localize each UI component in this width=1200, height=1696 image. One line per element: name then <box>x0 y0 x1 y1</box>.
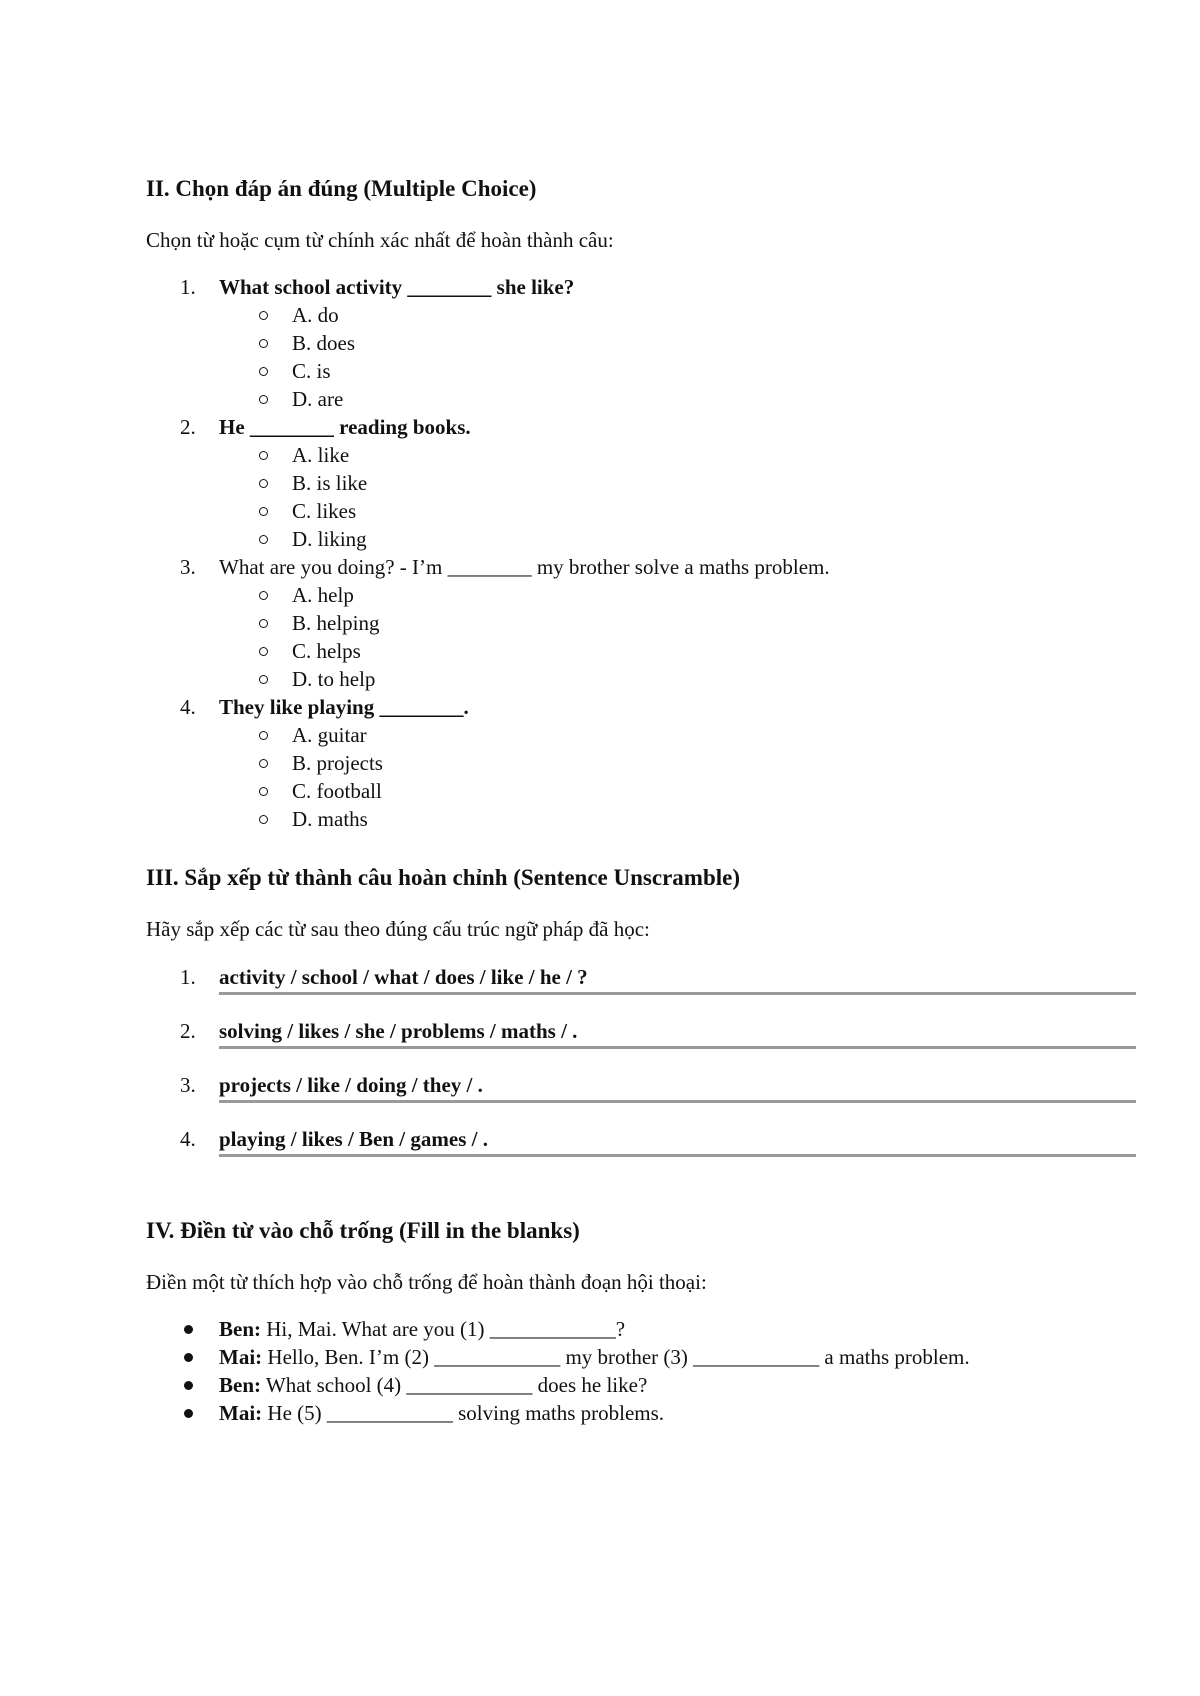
unscramble-item <box>146 1016 1136 1070</box>
question-3 <box>146 553 1136 693</box>
option[interactable] <box>219 665 1136 693</box>
circle-bullet-icon <box>259 619 268 628</box>
circle-bullet-icon <box>259 507 268 516</box>
option-label: A. help <box>292 583 354 607</box>
bullet-dot-icon <box>184 1325 193 1334</box>
speaker-name: Mai: <box>219 1401 263 1425</box>
multiple-choice-list <box>146 273 1136 833</box>
option[interactable] <box>219 301 1136 329</box>
question-number: 3. <box>180 555 196 579</box>
dialogue-line <box>146 1371 989 1399</box>
unscramble-prompt: activity / school / what / does / like / he / ? <box>219 962 1136 995</box>
document-content <box>146 172 1136 1427</box>
dialogue-text: Hello, Ben. I’m (2) ____________ my brother (3) ____________ a maths problem. <box>262 1345 970 1369</box>
option[interactable] <box>219 525 1136 553</box>
circle-bullet-icon <box>259 647 268 656</box>
section-spacer <box>146 833 1136 861</box>
unscramble-item <box>146 962 1136 1016</box>
unscramble-list <box>146 962 1136 1178</box>
option[interactable] <box>219 385 1136 413</box>
option[interactable] <box>219 357 1136 385</box>
option-label: C. helps <box>292 639 361 663</box>
question-2 <box>146 413 1136 553</box>
question-text: What school activity ________ she like? <box>219 275 575 299</box>
bullet-dot-icon <box>184 1409 193 1418</box>
section-4-intro: Điền một từ thích hợp vào chỗ trống để hoàn thành đoạn hội thoại: <box>146 1270 707 1294</box>
option-label: D. to help <box>292 667 376 691</box>
section-3-heading: III. Sắp xếp từ thành câu hoàn chỉnh (Sentence Unscramble) <box>146 865 740 890</box>
section-spacer <box>146 1178 1136 1214</box>
dialogue-line <box>146 1315 989 1343</box>
option-label: A. like <box>292 443 350 467</box>
option[interactable] <box>219 329 1136 357</box>
section-2-heading: II. Chọn đáp án đúng (Multiple Choice) <box>146 176 537 201</box>
option-label: C. is <box>292 359 331 383</box>
circle-bullet-icon <box>259 339 268 348</box>
bullet-dot-icon <box>184 1353 193 1362</box>
circle-bullet-icon <box>259 731 268 740</box>
circle-bullet-icon <box>259 367 268 376</box>
circle-bullet-icon <box>259 311 268 320</box>
section-2-intro: Chọn từ hoặc cụm từ chính xác nhất để hoàn thành câu: <box>146 228 614 252</box>
speaker-name: Mai: <box>219 1345 263 1369</box>
question-4 <box>146 693 1136 833</box>
circle-bullet-icon <box>259 479 268 488</box>
question-number: 4. <box>180 695 196 719</box>
option[interactable] <box>219 805 1136 833</box>
circle-bullet-icon <box>259 591 268 600</box>
question-text: What are you doing? - I’m ________ my brother solve a maths problem. <box>219 555 830 579</box>
option-label: C. football <box>292 779 382 803</box>
option-label: D. are <box>292 387 344 411</box>
dialogue-text: What school (4) ____________ does he like? <box>261 1373 648 1397</box>
option[interactable] <box>219 777 1136 805</box>
option-label: B. does <box>292 331 355 355</box>
dialogue-text: He (5) ____________ solving maths problems. <box>262 1401 665 1425</box>
item-number: 3. <box>180 1073 196 1097</box>
option[interactable] <box>219 637 1136 665</box>
unscramble-item <box>146 1124 1136 1178</box>
circle-bullet-icon <box>259 395 268 404</box>
question-text: He ________ reading books. <box>219 415 471 439</box>
question-number: 1. <box>180 275 196 299</box>
option[interactable] <box>219 469 1136 497</box>
option[interactable] <box>219 609 1136 637</box>
option-label: C. likes <box>292 499 357 523</box>
unscramble-prompt: projects / like / doing / they / . <box>219 1070 1136 1103</box>
item-number: 1. <box>180 965 196 989</box>
question-text: They like playing ________. <box>219 695 469 719</box>
option[interactable] <box>219 497 1136 525</box>
speaker-name: Ben: <box>219 1317 261 1341</box>
option[interactable] <box>219 581 1136 609</box>
dialogue-text: Hi, Mai. What are you (1) ____________? <box>261 1317 626 1341</box>
option-label: A. do <box>292 303 339 327</box>
option[interactable] <box>219 749 1136 777</box>
unscramble-item <box>146 1070 1136 1124</box>
options-list <box>219 721 1136 833</box>
option-label: B. helping <box>292 611 380 635</box>
option-label: D. maths <box>292 807 368 831</box>
circle-bullet-icon <box>259 451 268 460</box>
unscramble-prompt: solving / likes / she / problems / maths / . <box>219 1016 1136 1049</box>
circle-bullet-icon <box>259 675 268 684</box>
option-label: A. guitar <box>292 723 367 747</box>
dialogue-line <box>146 1399 989 1427</box>
item-number: 2. <box>180 1019 196 1043</box>
speaker-name: Ben: <box>219 1373 261 1397</box>
option-label: D. liking <box>292 527 367 551</box>
circle-bullet-icon <box>259 815 268 824</box>
option-label: B. projects <box>292 751 383 775</box>
option[interactable] <box>219 721 1136 749</box>
circle-bullet-icon <box>259 787 268 796</box>
circle-bullet-icon <box>259 535 268 544</box>
options-list <box>219 301 1136 413</box>
question-number: 2. <box>180 415 196 439</box>
dialogue-line <box>146 1343 989 1371</box>
options-list <box>219 581 1136 693</box>
unscramble-prompt: playing / likes / Ben / games / . <box>219 1124 1136 1157</box>
circle-bullet-icon <box>259 759 268 768</box>
dialogue-list <box>146 1315 1136 1427</box>
option-label: B. is like <box>292 471 368 495</box>
section-4-heading: IV. Điền từ vào chỗ trống (Fill in the blanks) <box>146 1218 580 1243</box>
option[interactable] <box>219 441 1136 469</box>
item-number: 4. <box>180 1127 196 1151</box>
options-list <box>219 441 1136 553</box>
section-3-intro: Hãy sắp xếp các từ sau theo đúng cấu trúc ngữ pháp đã học: <box>146 917 650 941</box>
question-1 <box>146 273 1136 413</box>
bullet-dot-icon <box>184 1381 193 1390</box>
